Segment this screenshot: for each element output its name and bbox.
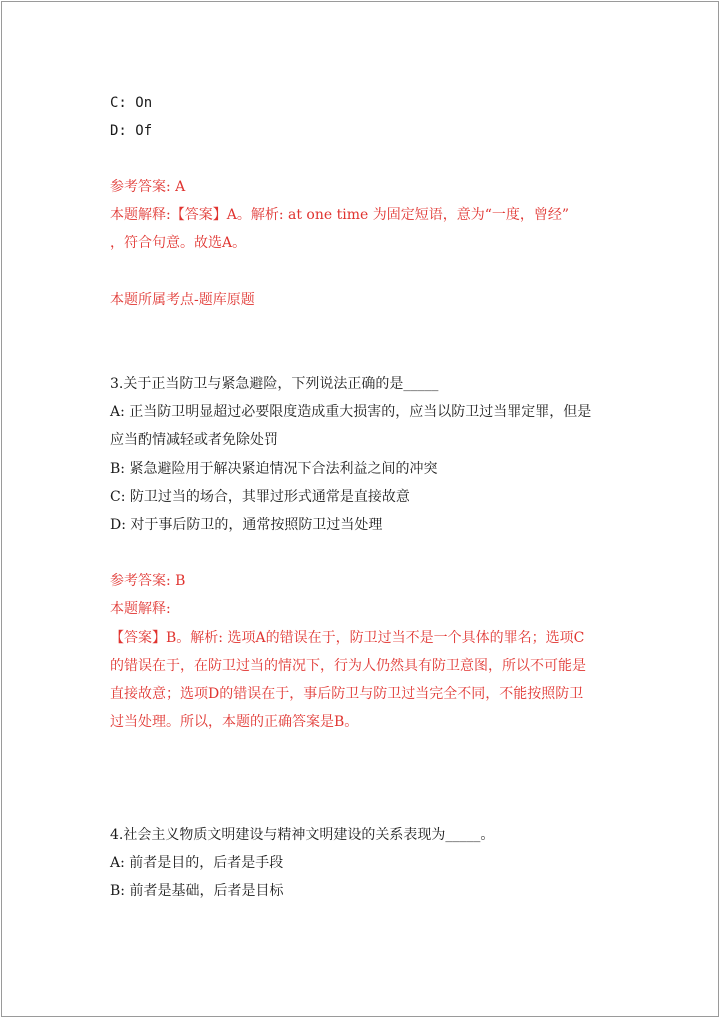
q3-option-d: D: 对于事后防卫的，通常按照防卫过当处理	[110, 517, 383, 533]
q3-explanation-line4: 过当处理。所以，本题的正确答案是B。	[110, 714, 359, 730]
q4-question: 4.社会主义物质文明建设与精神文明建设的关系表现为_____。	[110, 827, 495, 843]
q4-option-b: B: 前者是基础，后者是目标	[110, 883, 284, 899]
q3-question: 3.关于正当防卫与紧急避险，下列说法正确的是_____	[110, 376, 439, 392]
q2-explanation-line1: 本题解释:【答案】A。解析: at one time 为固定短语，意为“一度，曾经”	[110, 207, 570, 223]
q2-answer: 参考答案: A	[110, 179, 186, 195]
q2-option-c: C: On	[110, 95, 153, 111]
q3-explanation-line2: 的错误在于，在防卫过当的情况下，行为人仍然具有防卫意图，所以不可能是	[110, 658, 586, 674]
q3-explanation-line1: 【答案】B。解析: 选项A的错误在于，防卫过当不是一个具体的罪名；选项C	[110, 630, 585, 646]
q3-option-c: C: 防卫过当的场合，其罪过形式通常是直接故意	[110, 489, 410, 505]
q3-option-a-line2: 应当酌情减轻或者免除处罚	[110, 432, 278, 448]
q3-explanation-label: 本题解释:	[110, 601, 171, 617]
q3-explanation-line3: 直接故意；选项D的错误在于，事后防卫与防卫过当完全不同，不能按照防卫	[110, 686, 584, 702]
q3-option-a-line1: A: 正当防卫明显超过必要限度造成重大损害的，应当以防卫过当罪定罪，但是	[110, 404, 592, 420]
document-page	[1, 1, 719, 1017]
q2-option-d: D: Of	[110, 123, 153, 139]
q4-option-a: A: 前者是目的，后者是手段	[110, 855, 284, 871]
q3-option-b: B: 紧急避险用于解决紧迫情况下合法利益之间的冲突	[110, 461, 438, 477]
q3-answer: 参考答案: B	[110, 573, 186, 589]
q2-explanation-line2: ，符合句意。故选A。	[110, 235, 247, 251]
q2-source: 本题所属考点-题库原题	[110, 292, 255, 308]
